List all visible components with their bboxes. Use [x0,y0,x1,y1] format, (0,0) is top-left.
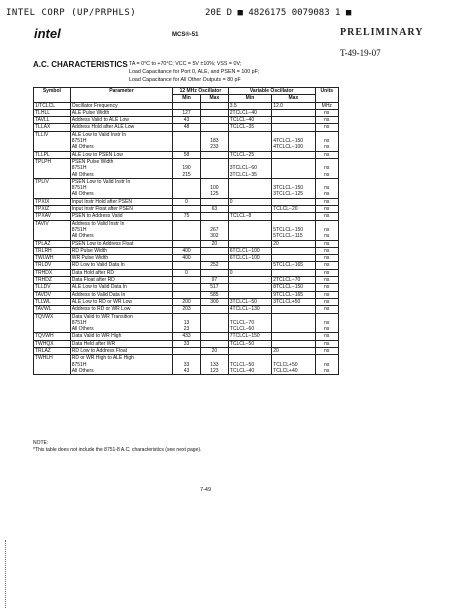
cell-var-max [272,213,315,220]
cell-units: ns ns [315,178,338,198]
page-header-left: INTEL CORP (UP/PRPHLS) [6,8,137,18]
cell-parameter: PSEN Low to Valid Instr In 8751H All Others [70,178,172,198]
cell-var-min: 2TCLCL−40 [228,109,271,116]
cell-symbol: TAVLL [34,117,71,124]
cell-12mhz-min [173,284,201,291]
cell-var-min: TCLCL−35 [228,124,271,131]
table-row [34,102,339,109]
page-header-right: 20E D ■ 4826175 0079083 1 ■ [205,8,352,18]
cell-parameter: Address to RD or WR Low [70,306,172,313]
cell-units: ns [315,124,338,131]
cell-symbol: TRLAZ [34,347,71,354]
cell-12mhz-max: 517 [200,284,228,291]
cell-parameter: RD Pulse Width [70,247,172,254]
cell-parameter: Data Valid to WR Transition 8751H All Others [70,313,172,333]
table-row [34,206,339,213]
cell-var-max: 20 [272,240,315,247]
ac-characteristics-table [33,87,339,375]
table-row [34,291,339,298]
cell-var-min: 3TCLCL−50 [228,298,271,305]
cell-var-min [228,284,271,291]
table-row [34,298,339,305]
header-min: Min [228,95,271,102]
cell-12mhz-max [200,102,228,109]
cell-12mhz-min: 0 [173,198,201,205]
cell-var-max [272,269,315,276]
cell-12mhz-min [173,277,201,284]
table-row [34,247,339,254]
cell-12mhz-max [200,109,228,116]
header-symbol: Symbol [34,88,71,103]
cell-var-max: TCLCL−20 [272,206,315,213]
cell-parameter: Data Float after RD [70,277,172,284]
cell-units: ns [315,347,338,354]
cell-12mhz-min: 33 [173,340,201,347]
cell-12mhz-max [200,198,228,205]
cell-units: ns [315,284,338,291]
note-label: NOTE: [33,440,49,446]
table-row [34,198,339,205]
cell-var-max [272,306,315,313]
table-row [34,306,339,313]
cell-parameter: PSEN Low to Address Float [70,240,172,247]
cell-parameter: ALE Pulse Width [70,109,172,116]
cell-var-min: 3TCLCL−60 3TCLCL−35 [228,158,271,178]
preliminary-label: PRELIMINARY [340,27,424,38]
table-row [34,158,339,178]
footnote [33,440,201,454]
cell-units: ns [315,255,338,262]
cell-var-max: 2TCLCL−70 [272,277,315,284]
cell-12mhz-min [173,206,201,213]
cell-var-min [228,220,271,240]
cell-var-min: TCLCL−8 [228,213,271,220]
cell-var-min [228,291,271,298]
cell-var-min: TCLCL−50 [228,340,271,347]
cell-12mhz-max [200,313,228,333]
cell-12mhz-max [200,247,228,254]
cell-parameter: RD Low to Valid Data In [70,262,172,269]
cell-var-min: 3.5 [228,102,271,109]
margin-marks [5,540,9,608]
cell-parameter: PSEN Pulse Width 8751H All Others [70,158,172,178]
cell-12mhz-max [200,213,228,220]
cell-symbol: TWHLH [34,355,71,375]
cell-var-min: TCLCL−50 TCLCL−40 [228,355,271,375]
cell-var-max: 20 [272,347,315,354]
cell-12mhz-min [173,178,201,198]
cell-var-max [272,124,315,131]
cell-var-max: 4TCLCL−150 4TCLCL−100 [272,131,315,151]
cell-var-min: TCLCL−25 [228,151,271,158]
cell-units: ns ns [315,158,338,178]
cell-12mhz-max [200,117,228,124]
cell-symbol: TRHDZ [34,277,71,284]
cell-12mhz-max: 20 [200,347,228,354]
cell-parameter: RD or WR High to ALE High 8751H All Others [70,355,172,375]
cell-var-max: 12.0 [272,102,315,109]
cell-var-max [272,247,315,254]
table-row [34,124,339,131]
document-reference: MCS®-51 [172,32,199,38]
cell-12mhz-min: 190 215 [173,158,201,178]
cell-var-max [272,255,315,262]
cell-12mhz-max: 300 [200,298,228,305]
condition-line: Load Capacitance for All Other Outputs = 80 pF [129,77,241,84]
cell-12mhz-min: 48 [173,124,201,131]
cell-units: ns [315,117,338,124]
cell-12mhz-min: 200 [173,298,201,305]
cell-12mhz-min [173,240,201,247]
header-max: Max [272,95,315,102]
cell-symbol: TPXAV [34,213,71,220]
cell-symbol: TQVWX [34,313,71,333]
cell-units: ns [315,298,338,305]
cell-12mhz-max [200,255,228,262]
cell-units: ns [315,277,338,284]
header-variable: Variable Oscillator [228,88,315,95]
cell-var-min: 6TCLCL−100 [228,247,271,254]
cell-var-max [272,333,315,340]
cell-units: ns [315,109,338,116]
cell-parameter: Address Hold after ALE Low [70,124,172,131]
table-row [34,109,339,116]
cell-12mhz-max [200,124,228,131]
cell-var-max [272,109,315,116]
note-text: *This table does not include the 8751-8 A.C. characteristics (see next page). [33,447,202,453]
cell-var-max [272,340,315,347]
condition-line: TA = 0°C to +70°C; VCC = 5V ±10%; VSS = 0V; [129,61,242,67]
cell-var-max [272,313,315,333]
header-max: Max [200,95,228,102]
cell-symbol: TRHDX [34,269,71,276]
cell-12mhz-min [173,347,201,354]
cell-parameter: PSEN to Address Valid [70,213,172,220]
cell-parameter: Input Instr Hold after PSEN [70,198,172,205]
table-row [34,313,339,333]
cell-symbol: TLLDV [34,284,71,291]
cell-symbol: TPLIV [34,178,71,198]
cell-symbol: TLLAX [34,124,71,131]
cell-units: ns ns [315,220,338,240]
cell-symbol: TPLPH [34,158,71,178]
table-row [34,255,339,262]
table-row [34,269,339,276]
cell-units: ns ns [315,131,338,151]
handwritten-stamp: T-49-19-07 [340,48,381,58]
cell-12mhz-max [200,333,228,340]
cell-var-min: TCLCL−40 [228,117,271,124]
table-row [34,355,339,375]
cell-12mhz-max: 97 [200,277,228,284]
cell-12mhz-max [200,158,228,178]
cell-var-min [228,131,271,151]
cell-symbol: TPXIX [34,198,71,205]
cell-parameter: ALE Low to RD or WR Low [70,298,172,305]
page-number: 7-49 [200,487,212,493]
cell-parameter: WR Pulse Width [70,255,172,262]
table-row [34,178,339,198]
cell-12mhz-min: 58 [173,151,201,158]
cell-parameter: ALE Low to Valid Data In [70,284,172,291]
cell-units: ns [315,291,338,298]
cell-symbol: TRLRH [34,247,71,254]
cell-12mhz-max: 267 302 [200,220,228,240]
cell-units: ns ns [315,355,338,375]
cell-12mhz-min: 43 [173,117,201,124]
cell-12mhz-max: 20 [200,240,228,247]
table-body [34,102,339,375]
table-row [34,240,339,247]
cell-var-max: 3TCLCL+50 [272,298,315,305]
table-row [34,333,339,340]
cell-symbol: TWLWH [34,255,71,262]
cell-units: ns [315,306,338,313]
cell-12mhz-max: 133 123 [200,355,228,375]
cell-12mhz-max [200,151,228,158]
cell-var-min: 0 [228,269,271,276]
cell-var-min [228,262,271,269]
cell-12mhz-max [200,340,228,347]
cell-symbol: TWHQX [34,340,71,347]
cell-symbol: TLLPL [34,151,71,158]
section-title: A.C. CHARACTERISTICS [33,60,128,69]
cell-units: ns [315,213,338,220]
table-row [34,262,339,269]
cell-12mhz-min [173,291,201,298]
cell-units: ns [315,333,338,340]
cell-units: ns [315,340,338,347]
cell-units: ns [315,198,338,205]
cell-12mhz-min: 433 [173,333,201,340]
table-row [34,277,339,284]
cell-symbol: TAVIV [34,220,71,240]
cell-symbol: 1/TCLCL [34,102,71,109]
cell-var-min: 7TCLCL−150 [228,333,271,340]
header-units: Units [315,88,338,103]
cell-symbol: TAVWL [34,306,71,313]
cell-12mhz-min: 203 [173,306,201,313]
table-row [34,340,339,347]
cell-var-min [228,347,271,354]
cell-12mhz-min: 75 [173,213,201,220]
cell-12mhz-max: 63 [200,206,228,213]
header-parameter: Parameter [70,88,172,103]
condition-line: Load Capacitance for Port 0, ALE, and PSEN = 100 pF; [129,69,260,76]
cell-var-max: 3TCLCL−150 3TCLCL−125 [272,178,315,198]
cell-units: ns [315,206,338,213]
cell-units: ns [315,269,338,276]
cell-var-max: 5TCLCL−165 [272,262,315,269]
cell-12mhz-min [173,262,201,269]
cell-12mhz-min [173,220,201,240]
cell-parameter: Address to Valid Data In [70,291,172,298]
cell-units: ns [315,151,338,158]
cell-parameter: Address to Valid Instr In 8751H All Others [70,220,172,240]
cell-12mhz-max: 183 233 [200,131,228,151]
header-min: Min [173,95,201,102]
cell-parameter: RD Low to Address Float [70,347,172,354]
cell-12mhz-max: 100 125 [200,178,228,198]
table-row [34,151,339,158]
cell-symbol: TAVDV [34,291,71,298]
cell-symbol: TPLAZ [34,240,71,247]
cell-parameter: ALE Low to Valid Instr In 8751H All Others [70,131,172,151]
cell-12mhz-min: 127 [173,109,201,116]
table-row [34,131,339,151]
cell-var-min: 4TCLCL−130 [228,306,271,313]
cell-12mhz-max: 252 [200,262,228,269]
cell-symbol: TRLDV [34,262,71,269]
cell-units: MHz [315,102,338,109]
cell-12mhz-max [200,306,228,313]
cell-symbol: TLLWL [34,298,71,305]
cell-var-min: 0 [228,198,271,205]
cell-var-max: 5TCLCL−150 5TCLCL−115 [272,220,315,240]
cell-parameter: Oscillator Frequency [70,102,172,109]
cell-units: ns [315,247,338,254]
table-row [34,220,339,240]
cell-var-max [272,151,315,158]
cell-12mhz-min: 400 [173,255,201,262]
test-conditions [129,60,259,85]
cell-symbol: TLHLL [34,109,71,116]
cell-var-min: TCLCL−70 TCLCL−60 [228,313,271,333]
cell-var-min [228,178,271,198]
cell-12mhz-max: 585 [200,291,228,298]
cell-12mhz-min: 400 [173,247,201,254]
table-row [34,347,339,354]
cell-parameter: Address Valid to ALE Low [70,117,172,124]
cell-12mhz-max [200,269,228,276]
header-12mhz: 12 MHz Oscillator [173,88,229,95]
cell-symbol: TPXIZ [34,206,71,213]
cell-parameter: Data Held after WR [70,340,172,347]
cell-parameter: Input Instr Float after PSEN [70,206,172,213]
cell-symbol: TQVWH [34,333,71,340]
cell-12mhz-min: 0 [173,269,201,276]
cell-parameter: ALE Low to PSEN Low [70,151,172,158]
cell-var-min [228,240,271,247]
cell-parameter: Data Valid to WR High [70,333,172,340]
cell-var-min [228,206,271,213]
cell-var-max [272,117,315,124]
cell-var-max [272,198,315,205]
cell-units: ns ns [315,313,338,333]
cell-units: ns [315,240,338,247]
table-row [34,117,339,124]
cell-var-min [228,277,271,284]
cell-symbol: TLLIV [34,131,71,151]
cell-parameter: Data Hold after RD [70,269,172,276]
cell-12mhz-min [173,131,201,151]
intel-logo: intel [34,26,61,41]
cell-var-max: 9TCLCL−165 [272,291,315,298]
table-row [34,284,339,291]
cell-var-max: TCLCL+50 TCLCL+40 [272,355,315,375]
cell-var-max: 8TCLCL−150 [272,284,315,291]
cell-units: ns [315,262,338,269]
table-row [34,213,339,220]
cell-12mhz-min [173,102,201,109]
cell-12mhz-min: 33 43 [173,355,201,375]
cell-var-min: 6TCLCL−100 [228,255,271,262]
cell-var-max [272,158,315,178]
cell-12mhz-min: 13 23 [173,313,201,333]
